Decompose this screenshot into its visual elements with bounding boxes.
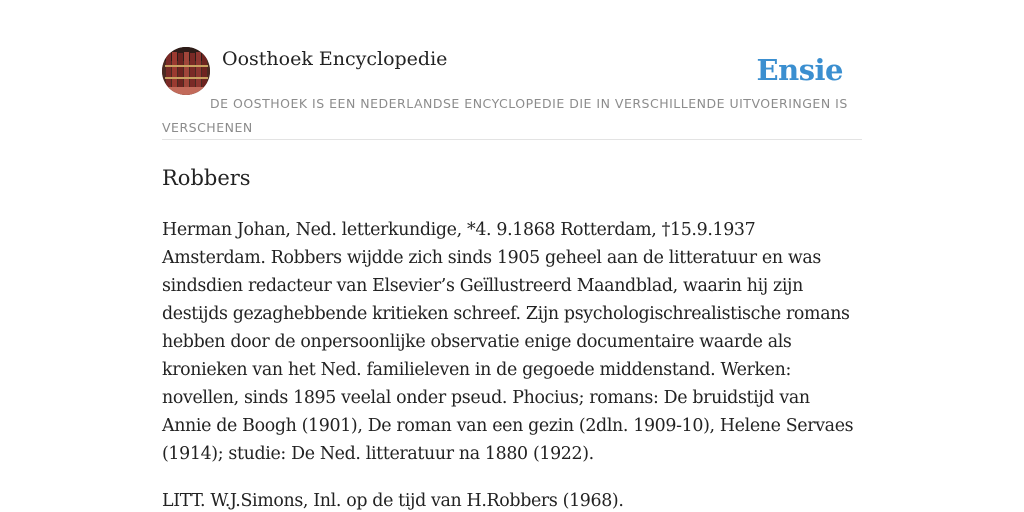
source-title[interactable]: Oosthoek Encyclopedie bbox=[222, 48, 448, 70]
entry-body: Herman Johan, Ned. letterkundige, *4. 9.1868 Rotterdam, †15.9.1937 Amsterdam. Robbers wijdde zich sinds 1905 geheel aan de litteratuur en was sindsdien redacteur van Elsevier’s Geïllustreerd Maandblad, waarin hij zijn destijds gezaghebbende kritieken schreef. Zijn psychologischrealistische romans hebben door de onpersoonlijke observatie enige documentaire waarde als kronieken van het Ned. familieleven in de gegoede middenstand. Werken: novellen, sinds 1895 veelal onder pseud. Phocius; romans: De bruidstijd van Annie de Boogh (1901), De roman van een gezin (2dln. 1909-10), Helene Servaes (1914); studie: De Ned. litteratuur na 1880 (1922). bbox=[162, 220, 854, 464]
source-header bbox=[162, 46, 862, 140]
brand-logo[interactable]: Ensie bbox=[756, 53, 843, 87]
avatar[interactable] bbox=[162, 47, 210, 95]
entry-literature: LITT. W.J.Simons, Inl. op de tijd van H.Robbers (1968). bbox=[162, 491, 624, 511]
source-description: DE OOSTHOEK IS EEN NEDERLANDSE ENCYCLOPEDIE DIE IN VERSCHILLENDE UITVOERINGEN IS VERSCHENEN bbox=[162, 96, 848, 135]
entry-title: Robbers bbox=[162, 166, 251, 190]
book-spines-icon bbox=[162, 47, 210, 95]
